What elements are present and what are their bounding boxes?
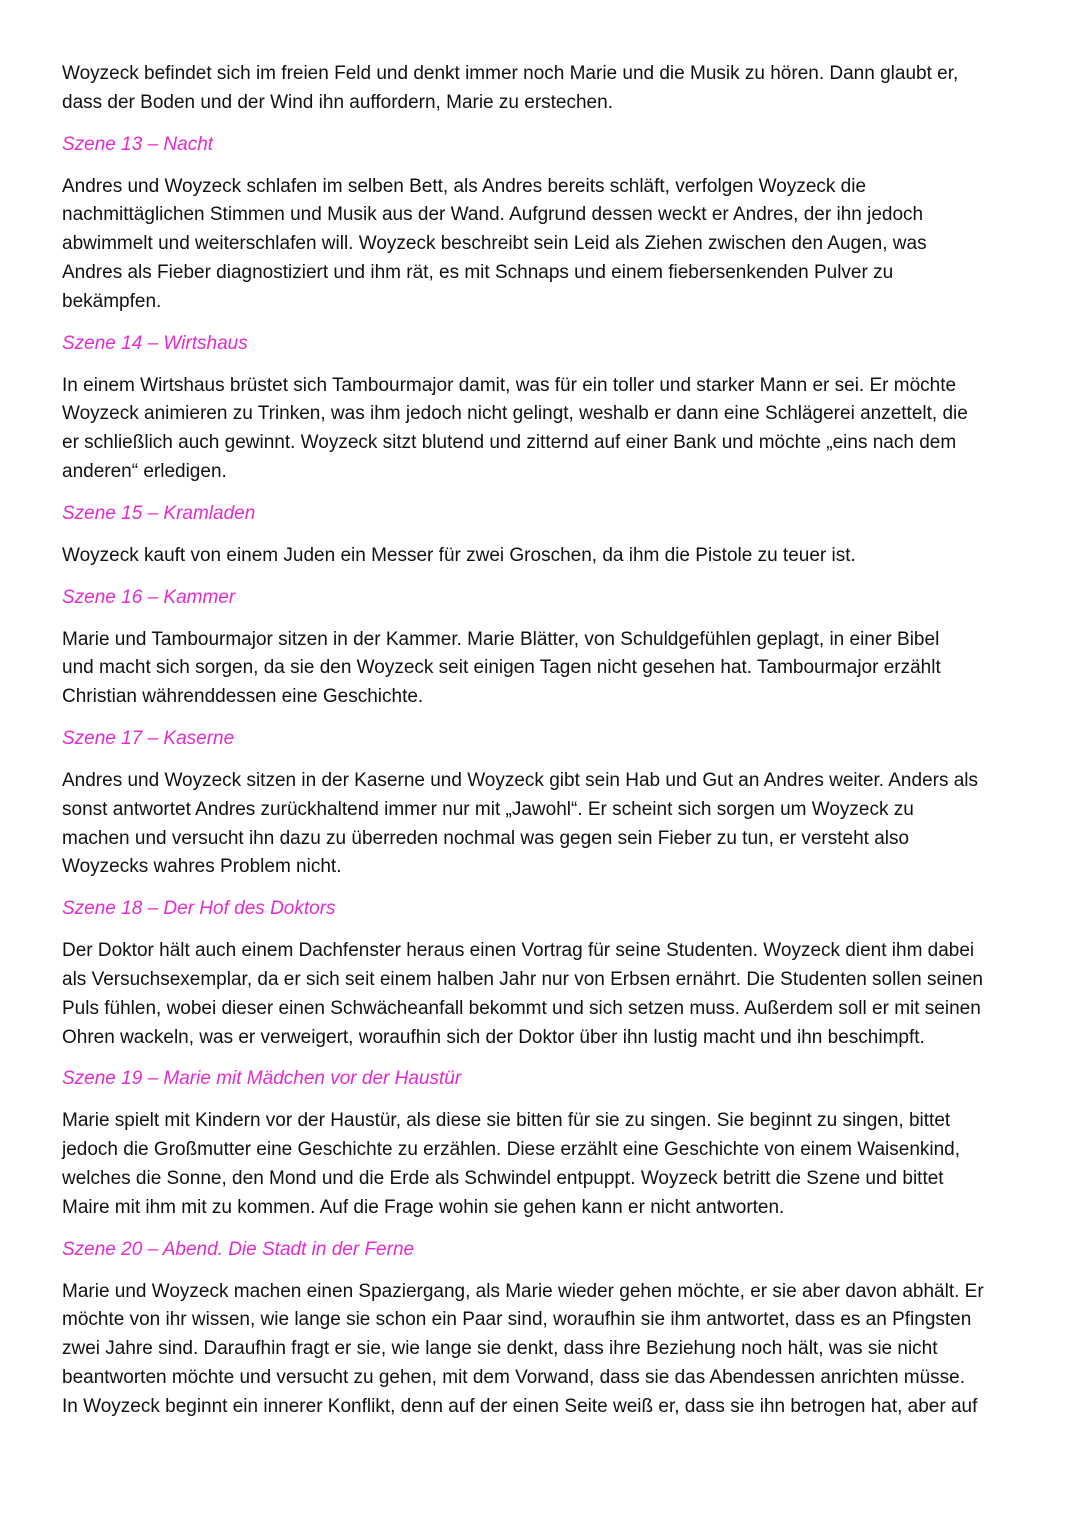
- document-page: [62, 60, 1032, 1422]
- scene-heading: Szene 17 – Kaserne: [62, 727, 235, 749]
- scene-heading: Szene 18 – Der Hof des Doktors: [62, 898, 336, 920]
- scene-17: [62, 725, 1032, 882]
- scene-heading: Szene 15 – Kramladen: [62, 502, 256, 524]
- scene-heading: Szene 20 – Abend. Die Stadt in der Ferne: [62, 1238, 415, 1260]
- scene-15: [62, 500, 1032, 571]
- intro-paragraph: Woyzeck befindet sich im freien Feld und denkt immer noch Marie und die Musik zu hören. Dann glaubt er, dass der Boden und der Wind ihn auffordern, Marie zu erstechen.: [62, 63, 959, 113]
- scene-summary: Andres und Woyzeck schlafen im selben Bett, als Andres bereits schläft, verfolgen Woyzeck die nachmittäglichen Stimmen und Musik aus der Wand. Aufgrund dessen weckt er Andres, der ihn jedoch abwimmelt und weiterschlafen will. Woyzeck beschreibt sein Leid als Ziehen zwischen den Augen, was Andres als Fieber diagnostiziert und ihm rät, es mit Schnaps und einem fiebersenkenden Pulver zu bekämpfen.: [62, 175, 927, 312]
- scene-14: [62, 330, 1032, 487]
- scene-18: [62, 895, 1032, 1052]
- scene-summary: Marie spielt mit Kindern vor der Haustür, als diese sie bitten für sie zu singen. Sie beginnt zu singen, bittet jedoch die Großmutter eine Geschichte zu erzählen. Diese erzählt eine Geschichte von einem Waisenkind, welches die Sonne, den Mond und die Erde als Schwindel entpuppt. Woyzeck betritt die Szene und bittet Maire mit ihm mit zu kommen. Auf die Frage wohin sie gehen kann er nicht antworten.: [62, 1110, 961, 1218]
- scene-heading: Szene 19 – Marie mit Mädchen vor der Haustür: [62, 1068, 462, 1090]
- scene-summary: In einem Wirtshaus brüstet sich Tambourmajor damit, was für ein toller und starker Mann er sei. Er möchte Woyzeck animieren zu Trinken, was ihm jedoch nicht gelingt, weshalb er dann eine Schlägerei anzettelt, die er schließlich auch gewinnt. Woyzeck sitzt blutend und zitternd auf einer Bank und möchte „eins nach dem anderen“ erledigen.: [62, 374, 968, 482]
- scene-summary: Marie und Tambourmajor sitzen in der Kammer. Marie Blätter, von Schuldgefühlen geplagt, in einer Bibel und macht sich sorgen, da sie den Woyzeck seit einigen Tagen nicht gesehen hat. Tambourmajor erzählt Christian währenddessen eine Geschichte.: [62, 628, 941, 708]
- scene-summary: Der Doktor hält auch einem Dachfenster heraus einen Vortrag für seine Studenten. Woyzeck dient ihm dabei als Versuchsexemplar, da er sich seit einem halben Jahr nur von Erbsen ernährt. Die Studenten sollen seinen Puls fühlen, wobei dieser einen Schwächeanfall bekommt und sich setzen muss. Außerdem soll er mit seinen Ohren wackeln, was er verweigert, woraufhin sich der Doktor über ihn lustig macht und ihn beschimpft.: [62, 940, 983, 1048]
- scene-16: [62, 584, 1032, 712]
- scene-13: [62, 131, 1032, 317]
- scene-summary: Andres und Woyzeck sitzen in der Kaserne und Woyzeck gibt sein Hab und Gut an Andres weiter. Anders als sonst antwortet Andres zurückhaltend immer nur mit „Jawohl“. Er scheint sich sorgen um Woyzeck zu machen und versucht ihn dazu zu überreden nochmal was gegen sein Fieber zu tun, er versteht also Woyzecks wahres Problem nicht.: [62, 769, 979, 878]
- scene-heading: Szene 16 – Kammer: [62, 586, 236, 608]
- scene-20: [62, 1236, 1032, 1422]
- scene-heading: Szene 13 – Nacht: [62, 133, 214, 155]
- scene-summary: Woyzeck kauft von einem Juden ein Messer für zwei Groschen, da ihm die Pistole zu teuer ist.: [62, 544, 856, 566]
- scene-summary: Marie und Woyzeck machen einen Spaziergang, als Marie wieder gehen möchte, er sie aber davon abhält. Er möchte von ihr wissen, wie lange sie schon ein Paar sind, woraufhin sie ihm antwortet, dass es an Pfingsten zwei Jahre sind. Daraufhin fragt er sie, wie lange sie denkt, dass ihre Beziehung noch hält, was sie nicht beantworten möchte und versucht zu gehen, mit dem Vorwand, dass sie das Abendessen anrichten müsse. In Woyzeck beginnt ein innerer Konflikt, denn auf der einen Seite weiß er, dass sie ihn betrogen hat, aber auf: [62, 1280, 984, 1417]
- scene-heading: Szene 14 – Wirtshaus: [62, 332, 248, 354]
- scene-19: [62, 1065, 1032, 1222]
